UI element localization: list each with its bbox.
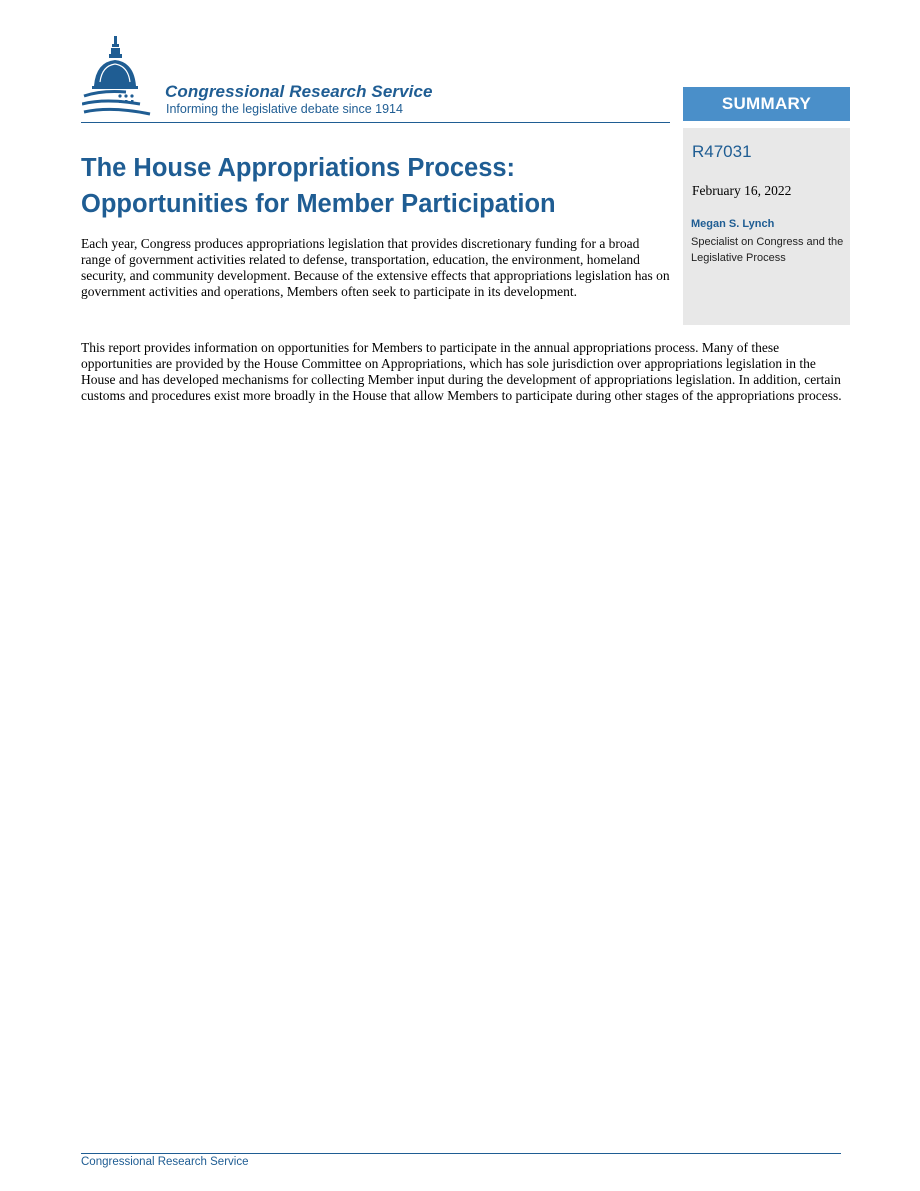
report-number: R47031 (692, 142, 752, 161)
page-title-line2: Opportunities for Member Participation (81, 190, 556, 218)
report-date: February 16, 2022 (692, 183, 792, 198)
summary-tab: SUMMARY (683, 87, 850, 121)
summary-paragraph-1: Each year, Congress produces appropriations legislation that provides discretionary funding for a broad range of government activities related to defense, transportation, education, the environment, homeland security, and community development. Because of the extensive effects that appropriations legislation has on government activities and operations, Members often seek to participate in its development. (81, 236, 670, 299)
summary-paragraph-2: This report provides information on opportunities for Members to participate in the annual appropriations process. Many of these opportunities are provided by the House Committee on Appropriations, which has sole jurisdiction over appropriations legislation in the House and has developed mechanisms for collecting Member input during the development of appropriations legislation. In addition, certain customs and procedures exist more broadly in the House that allow Members to participate during other stages of the appropriations process. (81, 340, 842, 403)
author-title: Specialist on Congress and the Legislative Process (691, 236, 844, 264)
brand-tagline: Informing the legislative debate since 1914 (166, 102, 403, 116)
header-divider (81, 122, 670, 123)
footer-divider (81, 1153, 841, 1154)
footer-text: Congressional Research Service (81, 1156, 249, 1168)
page-title-line1: The House Appropriations Process: (81, 154, 516, 182)
capitol-dome-icon (82, 34, 162, 120)
author-name: Megan S. Lynch (691, 218, 775, 230)
brand-name: Congressional Research Service (165, 82, 433, 101)
page-title (81, 150, 671, 222)
